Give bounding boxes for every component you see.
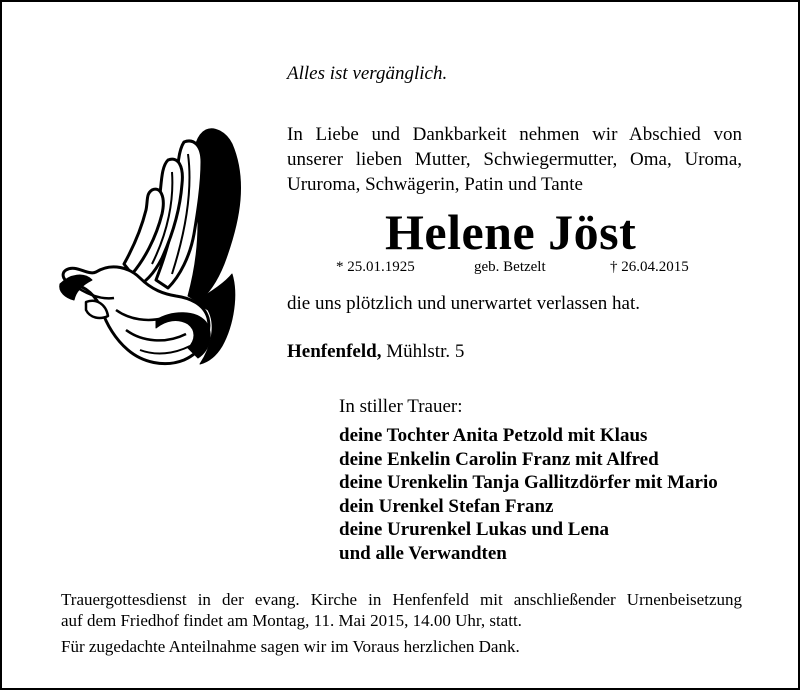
address <box>287 341 464 363</box>
maiden-name: geb. Betzelt <box>474 259 546 275</box>
mourners-list <box>339 424 718 565</box>
intro-line: unserer lieben Mutter, Schwiegermutter, Oma, Uroma, <box>287 149 742 170</box>
thanks-text: Für zugedachte Anteilnahme sagen wir im Voraus herzlichen Dank. <box>61 637 520 656</box>
praying-hands-icon <box>56 124 246 374</box>
intro-line: In Liebe und Dankbarkeit nehmen wir Abschied von <box>287 124 742 145</box>
death-date: † 26.04.2015 <box>610 259 689 275</box>
deceased-name: Helene Jöst <box>385 204 637 260</box>
sudden-text: die uns plötzlich und unerwartet verlassen hat. <box>287 293 640 314</box>
mourner-item: deine Urenkelin Tanja Gallitzdörfer mit Mario <box>339 472 718 493</box>
mourning-heading: In stiller Trauer: <box>339 396 463 417</box>
address-place: Henfenfeld, <box>287 341 382 362</box>
mourner-item: deine Tochter Anita Petzold mit Klaus <box>339 425 648 446</box>
birth-date: * 25.01.1925 <box>336 259 415 275</box>
mourner-item: deine Enkelin Carolin Franz mit Alfred <box>339 448 659 470</box>
service-line: Trauergottesdienst in der evang. Kirche in Henfenfeld mit anschließender Urnenbeisetzung <box>61 590 742 609</box>
service-info <box>61 589 742 631</box>
mourner-item: deine Ururenkel Lukas und Lena <box>339 519 609 540</box>
motto: Alles ist vergänglich. <box>287 63 448 84</box>
mourner-item: und alle Verwandten <box>339 542 507 564</box>
mourner-item: dein Urenkel Stefan Franz <box>339 495 554 517</box>
address-street: Mühlstr. 5 <box>381 341 465 362</box>
intro-text <box>287 122 742 197</box>
service-line: auf dem Friedhof findet am Montag, 11. Mai 2015, 14.00 Uhr, statt. <box>61 611 522 630</box>
intro-line: Ururoma, Schwägerin, Patin und Tante <box>287 174 583 195</box>
